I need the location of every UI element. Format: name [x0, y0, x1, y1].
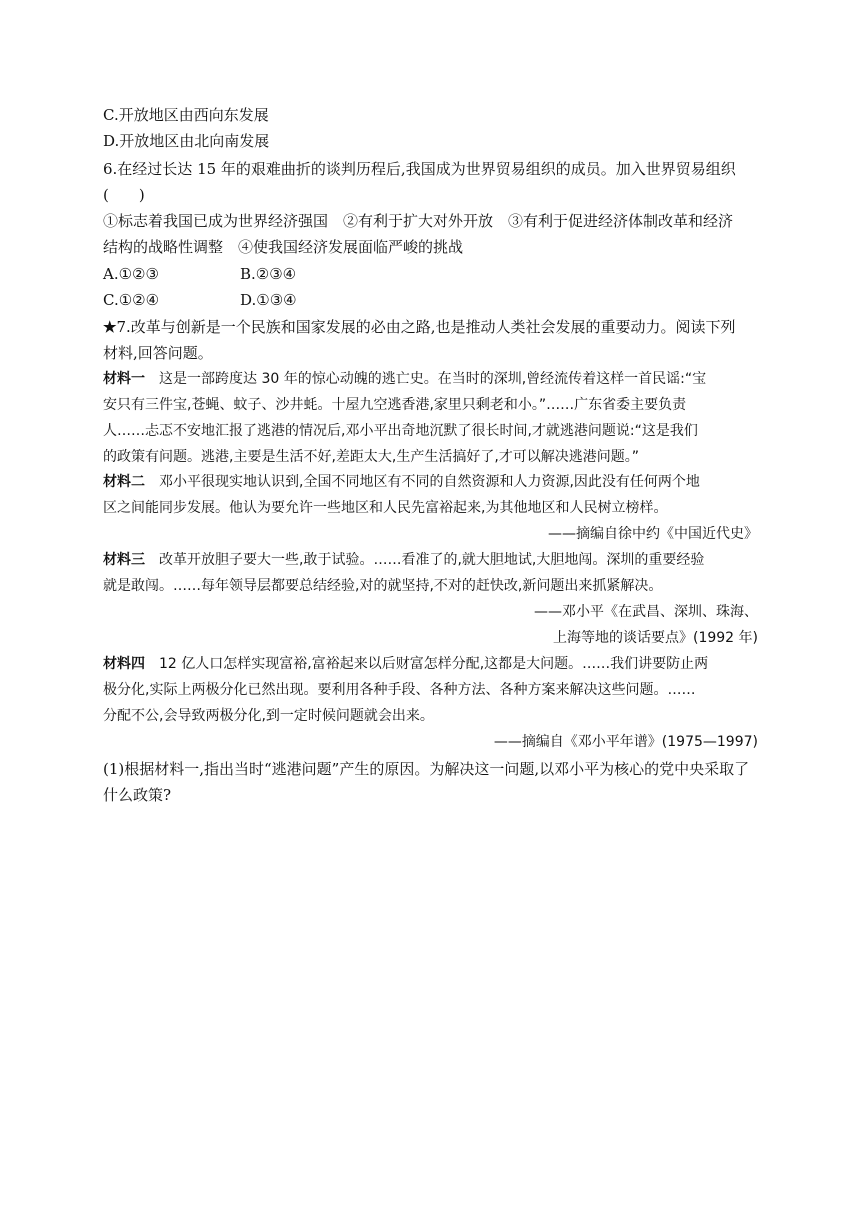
- material-4-line3: 分配不公,会导致两极分化,到一定时候问题就会出来。: [103, 708, 434, 724]
- q5-option-c[interactable]: C.开放地区由西向东发展: [103, 106, 269, 124]
- star-icon: ★: [103, 318, 117, 336]
- q5-option-d[interactable]: D.开放地区由北向南发展: [103, 132, 270, 150]
- q6-answer-bracket: ( ): [103, 186, 145, 204]
- q6-stem-line1: 6.在经过长达 15 年的艰难曲折的谈判历程后,我国成为世界贸易组织的成员。加入世界贸易组织: [103, 160, 736, 178]
- q6-items-line1: ①标志着我国已成为世界经济强国 ②有利于扩大对外开放 ③有利于促进经济体制改革和经济: [103, 212, 734, 230]
- q6-items-line2: 结构的战略性调整 ④使我国经济发展面临严峻的挑战: [103, 238, 464, 256]
- material-2-line2: 区之间能同步发展。他认为要允许一些地区和人民先富裕起来,为其他地区和人民树立榜样。: [103, 500, 668, 516]
- material-3-source-line2: 上海等地的谈话要点》(1992 年): [552, 630, 758, 646]
- material-2-source: ——摘编自徐中约《中国近代史》: [548, 526, 758, 542]
- q7-stem-line2: 材料,回答问题。: [103, 344, 213, 362]
- material-1-line1: 材料一 这是一部跨度达 30 年的惊心动魄的逃亡史。在当时的深圳,曾经流传着这样一首民谣:“宝: [103, 371, 707, 387]
- material-3-source-line1: ——邓小平《在武昌、深圳、珠海、: [534, 604, 758, 620]
- q6-option-c[interactable]: C.①②④: [103, 291, 160, 309]
- q6-stem: [103, 158, 758, 180]
- material-4-line2: 极分化,实际上两极分化已然出现。要利用各种手段、各种方法、各种方案来解决这些问题。……: [103, 682, 696, 698]
- q6-option-b[interactable]: B.②③④: [240, 265, 297, 283]
- q7-sub1-line2: 什么政策?: [103, 786, 172, 804]
- material-3-label: 材料三: [103, 552, 145, 568]
- q6-option-a[interactable]: A.①②③: [103, 265, 159, 283]
- material-1-label: 材料一: [103, 371, 145, 387]
- material-3-line2: 就是敢闯。……每年领导层都要总结经验,对的就坚持,不对的赶快改,新问题出来抓紧解决。: [103, 578, 663, 594]
- material-2-line1: 材料二 邓小平很现实地认识到,全国不同地区有不同的自然资源和人力资源,因此没有任何两个地: [103, 474, 700, 490]
- q7-sub1-line1: (1)根据材料一,指出当时“逃港问题”产生的原因。为解决这一问题,以邓小平为核心的党中央采取了: [103, 760, 750, 778]
- q6-option-d[interactable]: D.①③④: [240, 291, 297, 309]
- material-1-line3: 人……忐忑不安地汇报了逃港的情况后,邓小平出奇地沉默了很长时间,才就逃港问题说:“这是我们: [103, 423, 698, 439]
- material-4-label: 材料四: [103, 656, 145, 672]
- material-1-line4: 的政策有问题。逃港,主要是生活不好,差距太大,生产生活搞好了,才可以解决逃港问题。”: [103, 449, 640, 465]
- material-4-source: ——摘编自《邓小平年谱》(1975—1997): [493, 734, 758, 750]
- q6-options-row1: [103, 263, 758, 285]
- material-2-label: 材料二: [103, 474, 145, 490]
- q6-options-row2: [103, 289, 758, 311]
- material-4-line1: 材料四 12 亿人口怎样实现富裕,富裕起来以后财富怎样分配,这都是大问题。……我们讲要防止两: [103, 656, 709, 672]
- q7-stem: [103, 316, 758, 338]
- q7-stem-line1: 7.改革与创新是一个民族和国家发展的必由之路,也是推动人类社会发展的重要动力。阅读下列: [116, 318, 736, 336]
- material-1-line2: 安只有三件宝,苍蝇、蚊子、沙井蚝。十屋九空逃香港,家里只剩老和小。”……广东省委主要负责: [103, 397, 687, 413]
- material-3-line1: 材料三 改革开放胆子要大一些,敢于试验。……看准了的,就大胆地试,大胆地闯。深圳的重要经验: [103, 552, 705, 568]
